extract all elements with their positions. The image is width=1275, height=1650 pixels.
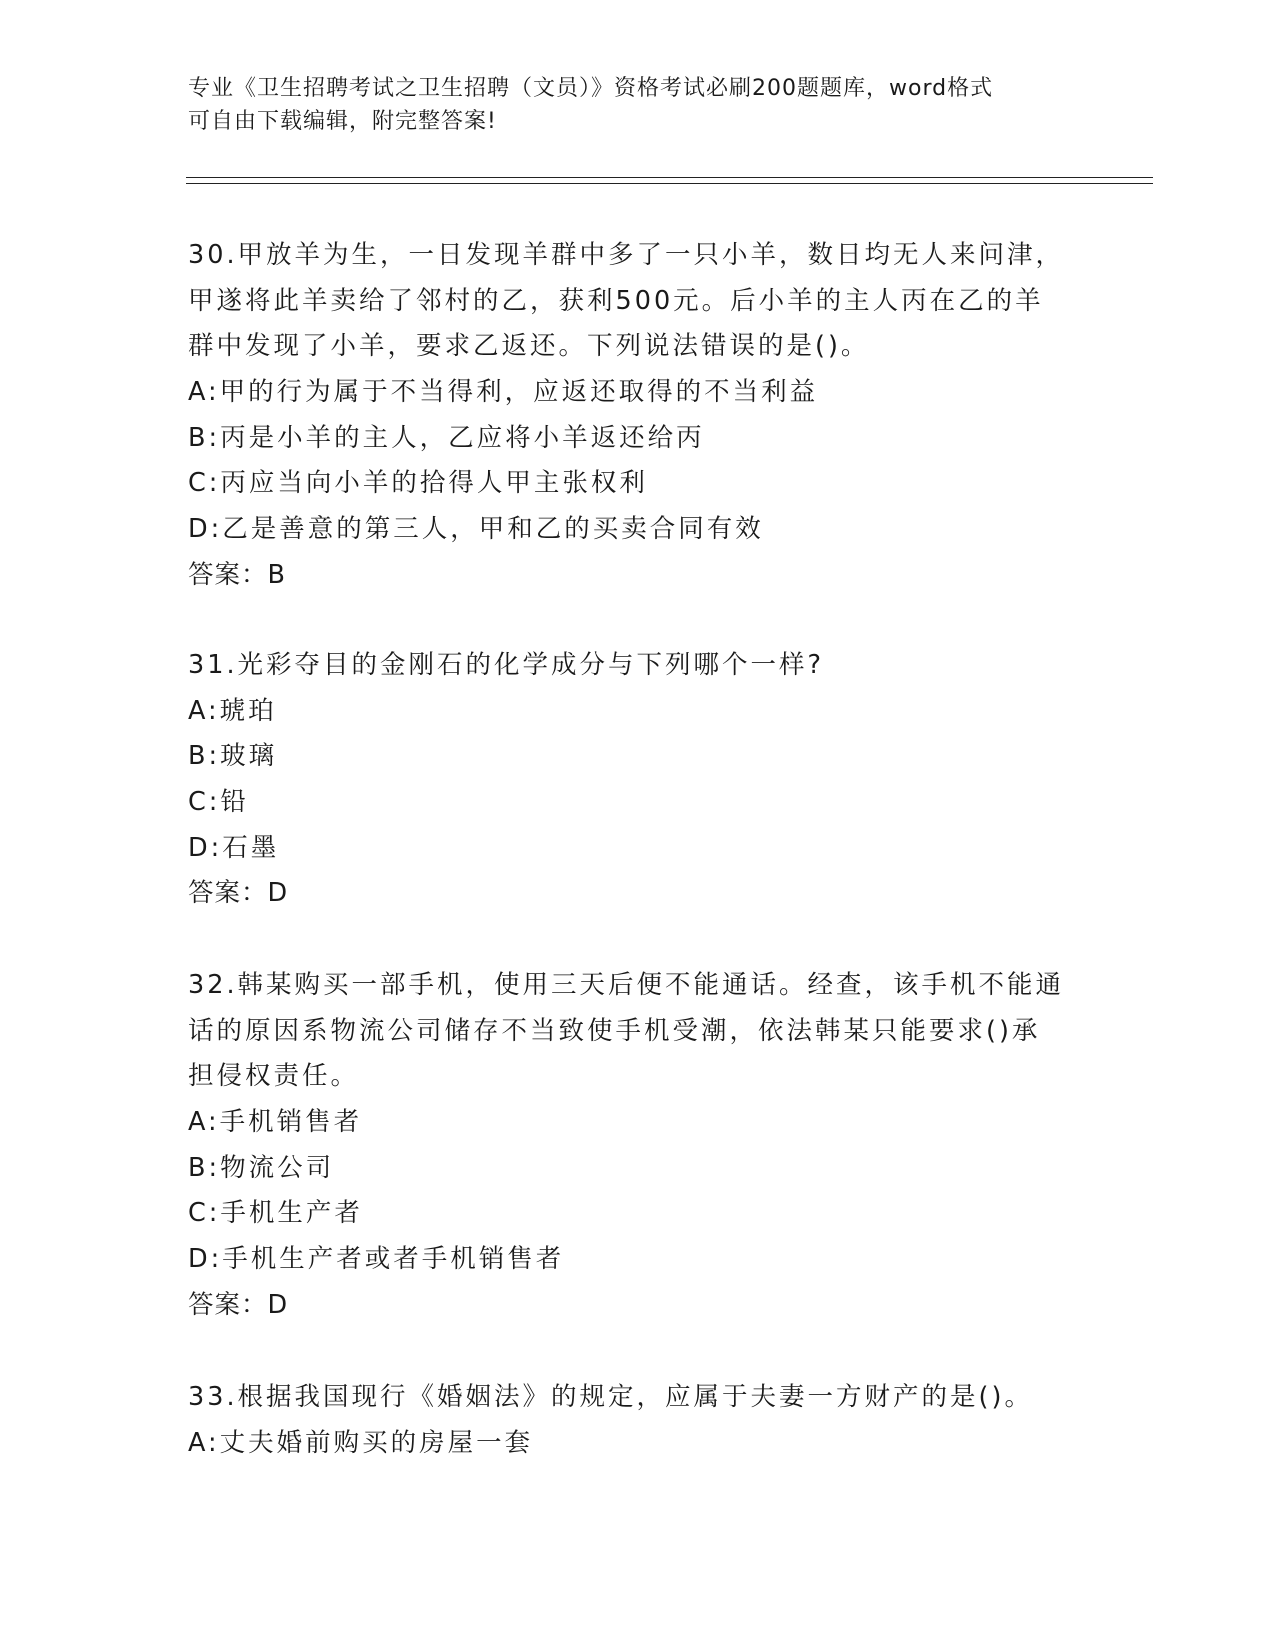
option-c: C:手机生产者	[188, 1198, 363, 1229]
option-a: A:琥珀	[188, 695, 277, 726]
question-stem-line: 群中发现了小羊，要求乙返还。下列说法错误的是()。	[188, 331, 870, 362]
option-c: C:铅	[188, 787, 249, 818]
header-divider-bottom	[186, 183, 1153, 184]
header-line-2: 可自由下载编辑，附完整答案!	[188, 109, 497, 134]
question-32	[188, 963, 1088, 1329]
document-header	[188, 72, 1088, 138]
question-stem-line: 30.甲放羊为生，一日发现羊群中多了一只小羊，数日均无人来问津，	[188, 240, 1065, 270]
question-stem-line: 33.根据我国现行《婚姻法》的规定，应属于夫妻一方财产的是()。	[188, 1382, 1033, 1412]
question-31	[188, 643, 1088, 917]
answer: 答案：D	[188, 878, 289, 909]
question-30	[188, 233, 1088, 599]
question-stem-line: 32.韩某购买一部手机，使用三天后便不能通话。经查，该手机不能通	[188, 970, 1065, 1000]
answer: 答案：D	[188, 1289, 289, 1320]
option-c: C:丙应当向小羊的拾得人甲主张权利	[188, 468, 648, 499]
option-b: B:玻璃	[188, 741, 278, 772]
question-stem-line: 甲遂将此羊卖给了邻村的乙，获利500元。后小羊的主人丙在乙的羊	[188, 285, 1044, 316]
option-d: D:石墨	[188, 832, 280, 863]
option-b: B:丙是小羊的主人，乙应将小羊返还给丙	[188, 422, 705, 453]
option-b: B:物流公司	[188, 1152, 335, 1183]
option-d: D:手机生产者或者手机销售者	[188, 1244, 565, 1275]
question-33	[188, 1375, 1088, 1466]
answer: 答案：B	[188, 559, 286, 590]
option-a: A:丈夫婚前购买的房屋一套	[188, 1427, 534, 1458]
header-line-1: 专业《卫生招聘考试之卫生招聘（文员）》资格考试必刷200题题库，word格式	[188, 76, 994, 101]
question-stem-line: 31.光彩夺目的金刚石的化学成分与下列哪个一样?	[188, 650, 825, 680]
question-stem-line: 担侵权责任。	[188, 1061, 360, 1092]
question-stem-line: 话的原因系物流公司储存不当致使手机受潮，依法韩某只能要求()承	[188, 1015, 1041, 1046]
option-a: A:甲的行为属于不当得利，应返还取得的不当利益	[188, 377, 819, 408]
option-d: D:乙是善意的第三人，甲和乙的买卖合同有效	[188, 514, 764, 545]
option-a: A:手机销售者	[188, 1107, 363, 1138]
header-divider-top	[186, 177, 1153, 178]
